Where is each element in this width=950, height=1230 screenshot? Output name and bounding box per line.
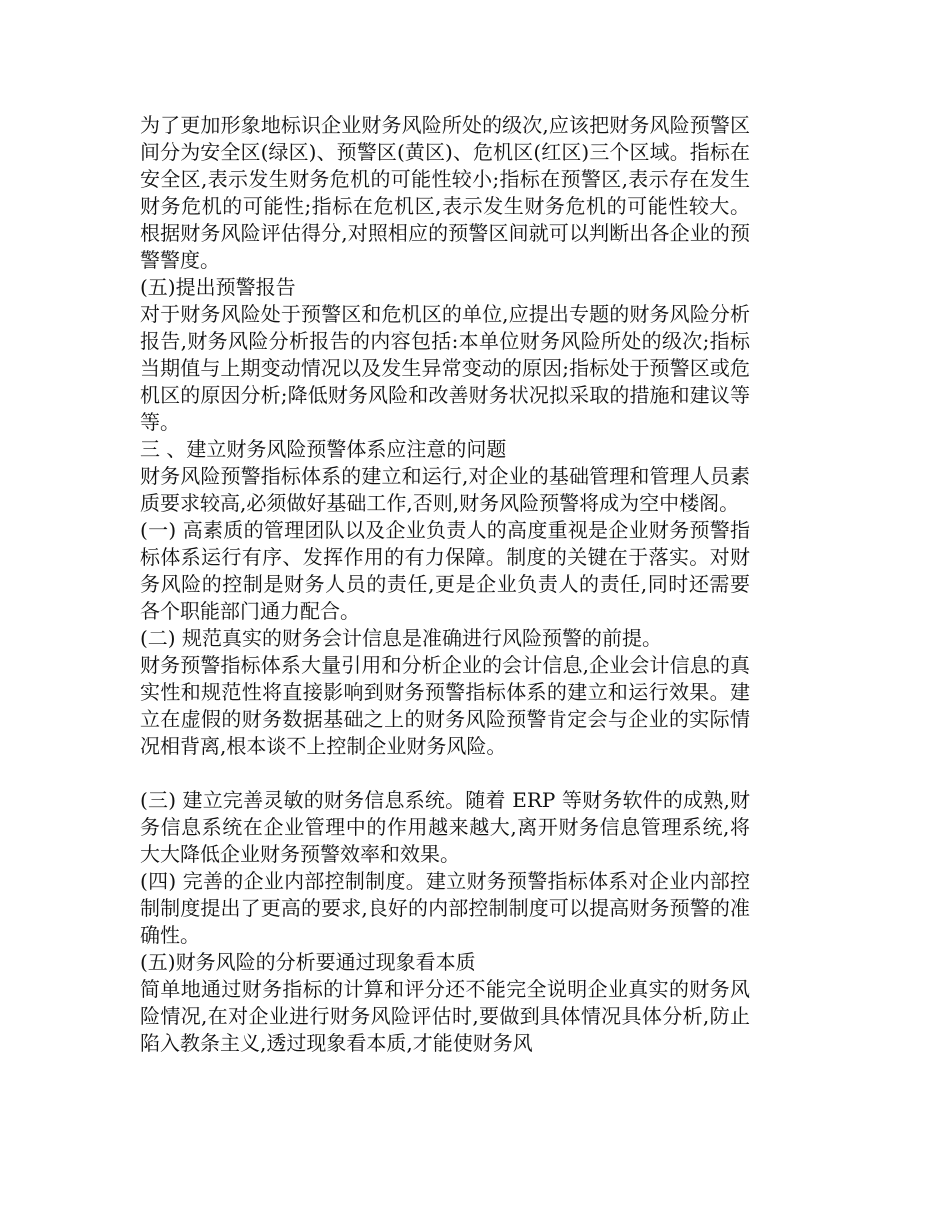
paragraph-basic-requirements: 财务风险预警指标体系的建立和运行,对企业的基础管理和管理人员素质要求较高,必须做好基础工作,否则,财务风险预警将成为空中楼阁。 — [140, 464, 750, 515]
paragraph-accounting-info: 财务预警指标体系大量引用和分析企业的会计信息,企业会计信息的真实性和规范性将直接影响到财务预警指标体系的建立和运行效果。建立在虚假的财务数据基础之上的财务风险预警肯定会与企业的实际情况相背离,根本谈不上控制企业财务风险。 — [140, 653, 750, 758]
paragraph-internal-control: (四) 完善的企业内部控制制度。建立财务预警指标体系对企业内部控制制度提出了更高的要求,良好的内部控制制度可以提高财务预警的准确性。 — [140, 869, 750, 947]
heading-see-essence: (五)财务风险的分析要通过现象看本质 — [140, 950, 476, 974]
paragraph-warning-zones: 为了更加形象地标识企业财务风险所处的级次,应该把财务风险预警区间分为安全区(绿区)、预警区(黄区)、危机区(红区)三个区域。指标在安全区,表示发生财务危机的可能性较小;指标在预警区,表示存在发生财务危机的可能性;指标在危机区,表示发生财务危机的可能性较大。根据财务风险评估得分,对照相应的预警区间就可以判断出各企业的预警警度。 — [140, 113, 750, 272]
paragraph-specific-analysis: 简单地通过财务指标的计算和评分还不能完全说明企业真实的财务风险情况,在对企业进行财务风险评估时,要做到具体情况具体分析,防止陷入教条主义,透过现象看本质,才能使财务风 — [140, 977, 750, 1055]
heading-warning-report: (五)提出预警报告 — [140, 275, 296, 299]
paragraph-report-contents: 对于财务风险处于预警区和危机区的单位,应提出专题的财务风险分析报告,财务风险分析报告的内容包括:本单位财务风险所处的级次;指标当期值与上期变动情况以及发生异常变动的原因;指标处于预警区或危机区的原因分析;降低财务风险和改善财务状况拟采取的措施和建议等等。 — [140, 302, 750, 434]
section-heading-considerations: 三 、建立财务风险预警体系应注意的问题 — [140, 437, 507, 461]
paragraph-information-system: (三) 建立完善灵敏的财务信息系统。随着 ERP 等财务软件的成熟,财务信息系统在企业管理中的作用越来越大,离开财务信息管理系统,将大大降低企业财务预警效率和效果。 — [140, 788, 750, 866]
document-body — [140, 112, 750, 1057]
paragraph-management-team: (一) 高素质的管理团队以及企业负责人的高度重视是企业财务预警指标体系运行有序、发挥作用的有力保障。制度的关键在于落实。对财务风险的控制是财务人员的责任,更是企业负责人的责任,同时还需要各个职能部门通力配合。 — [140, 518, 750, 623]
blank-line — [140, 760, 750, 787]
heading-accounting-info: (二) 规范真实的财务会计信息是准确进行风险预警的前提。 — [140, 626, 662, 650]
